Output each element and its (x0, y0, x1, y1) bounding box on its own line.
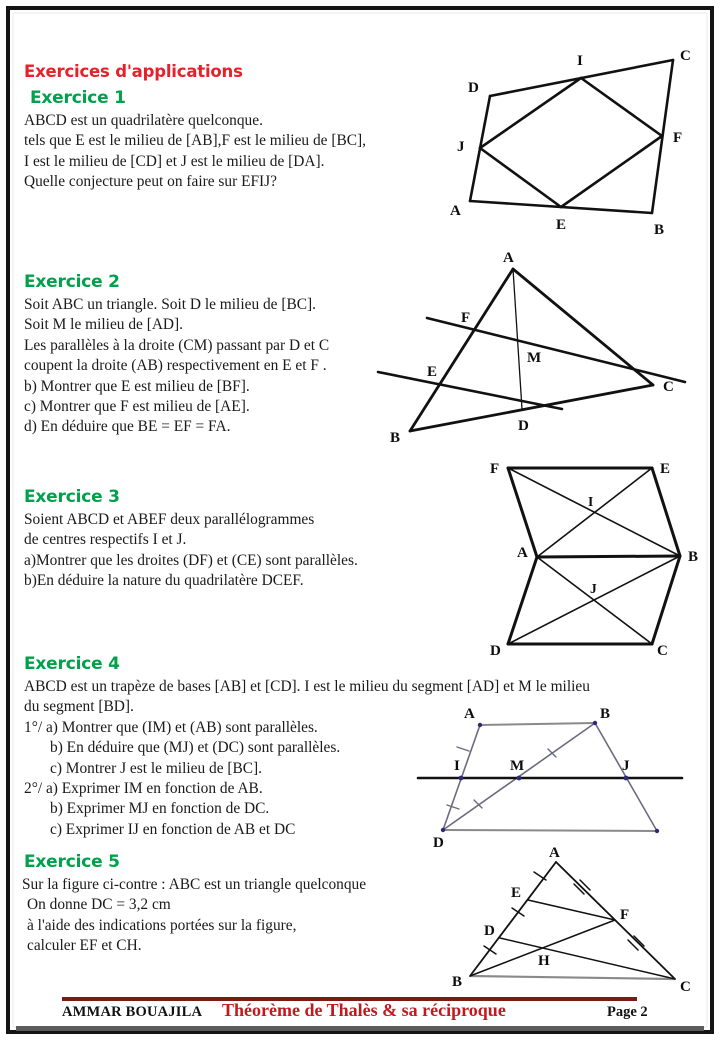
footer-title: Théorème de Thalès & sa réciproque (222, 1000, 506, 1020)
figure-1-label-F: F (673, 130, 683, 146)
segment-EF (561, 136, 662, 207)
exercise-1-line-2: tels que E est le milieu de [AB],F est le milieu de [BC], (24, 132, 366, 150)
figure-1-label-C: C (680, 48, 691, 64)
figure-1-label-I: I (577, 53, 583, 69)
exercise-4-line-1: ABCD est un trapèze de bases [AB] et [CD]. I est le milieu du segment [AD] et M le milieu (24, 678, 590, 695)
point-D (441, 828, 445, 832)
figure-3-label-I: I (588, 494, 594, 509)
exercise-1-title: Exercice 1 (30, 88, 126, 108)
figure-exercise-5 (432, 846, 698, 994)
exercise-3-line-4: b)En déduire la nature du quadrilatère DCEF. (24, 572, 304, 590)
figure-1-label-A: A (450, 203, 461, 219)
figure-1-label-E: E (556, 217, 567, 233)
exercise-2-line-4: coupent la droite (AB) respectivement en E et F . (24, 357, 327, 375)
point-A (478, 723, 482, 727)
exercise-3-body (24, 510, 358, 592)
figure-exercise-2 (372, 246, 700, 451)
figure-5-label-E: E (511, 885, 522, 901)
exercise-2-line-3: Les parallèles à la droite (CM) passant par D et C (24, 336, 330, 354)
segment-BC (652, 556, 680, 644)
segment-AB (537, 556, 680, 557)
exercise-4-line-5: c) Montrer J est le milieu de [BC]. (50, 759, 262, 777)
figure-2-label-E: E (427, 364, 438, 380)
exercise-1-body (24, 111, 366, 193)
exercise-3-line-3: a)Montrer que les droites (DF) et (CE) sont parallèles. (24, 551, 358, 569)
exercise-5-line-4: calculer EF et CH. (27, 937, 142, 955)
figure-2-label-M: M (527, 350, 542, 366)
figure-4-label-A: A (464, 706, 475, 722)
figure-exercise-1 (430, 38, 698, 238)
segment-BC (470, 976, 675, 979)
exercise-1-line-3: I est le milieu de [CD] et J est le milieu de [DA]. (24, 152, 325, 170)
figure-5-label-C: C (680, 979, 691, 995)
figure-2-label-B: B (390, 430, 401, 446)
segment-EB (652, 468, 680, 556)
exercise-5-line-1: Sur la figure ci-contre : ABC est un triangle quelconque (22, 876, 367, 893)
exercise-5-title: Exercice 5 (24, 852, 120, 872)
exercise-2-line-1: Soit ABC un triangle. Soit D le milieu de [BC]. (24, 296, 316, 313)
segment-EF (528, 900, 615, 920)
exercise-4-line-8: c) Exprimer IJ en fonction de AB et DC (50, 820, 296, 838)
exercise-3-line-2: de centres respectifs I et J. (24, 531, 187, 549)
page-title: Exercices d'applications (24, 62, 243, 81)
exercise-5-line-2: On donne DC = 3,2 cm (27, 896, 171, 914)
figure-5-label-B: B (452, 974, 463, 990)
tick-AF-2 (580, 880, 590, 890)
exercise-2-title: Exercice 2 (24, 272, 120, 292)
exercise-2-body (24, 295, 329, 438)
exercise-1-line-4: Quelle conjecture peut on faire sur EFIJ? (24, 173, 277, 191)
figure-4-label-I: I (454, 758, 460, 774)
figure-3-label-E: E (660, 461, 671, 477)
figure-5-label-F: F (620, 907, 630, 923)
segment-AB (480, 723, 595, 725)
exercise-5-body (22, 875, 366, 957)
exercise-3-title: Exercice 3 (24, 487, 120, 507)
exercise-2-line-7: d) En déduire que BE = EF = FA. (24, 418, 231, 436)
figure-exercise-3 (462, 456, 708, 658)
figure-1-label-B: B (654, 222, 665, 238)
footer-page-number: Page 2 (607, 1004, 648, 1020)
segment-JE (480, 148, 561, 207)
segment-AB (410, 269, 513, 431)
exercise-4-line-6: 2°/ a) Exprimer IM en fonction de AB. (24, 780, 263, 798)
point-B (593, 721, 597, 725)
figure-3-label-J: J (590, 581, 597, 596)
tick-ID (447, 805, 459, 809)
tick-AE (534, 872, 546, 880)
figure-2-label-A: A (503, 250, 514, 266)
figure-3-label-B: B (688, 549, 699, 565)
segment-DC (500, 938, 675, 979)
exercise-2-line-5: b) Montrer que E est milieu de [BF]. (24, 377, 250, 395)
exercise-3-line-1: Soient ABCD et ABEF deux parallélogrammes (24, 511, 315, 528)
exercise-4-line-4: b) En déduire que (MJ) et (DC) sont parallèles. (50, 739, 341, 757)
point-M (517, 776, 522, 781)
tick-AI (457, 747, 469, 751)
figure-1-label-J: J (457, 139, 465, 155)
figure-4-label-J: J (622, 758, 630, 774)
figure-3-label-D: D (490, 643, 501, 659)
figure-2-label-D: D (518, 418, 529, 434)
exercise-1-line-1: ABCD est un quadrilatère quelconque. (24, 112, 263, 129)
figure-5-label-H: H (538, 953, 550, 969)
figure-2-label-C: C (663, 379, 674, 395)
exercise-4-line-7: b) Exprimer MJ en fonction de DC. (50, 800, 270, 818)
figure-4-label-D: D (433, 835, 444, 851)
figure-3-label-C: C (657, 643, 668, 659)
figure-exercise-4 (410, 702, 700, 850)
point-C (655, 829, 659, 833)
segment-BC (410, 385, 653, 431)
exercise-4-title: Exercice 4 (24, 654, 120, 674)
exercise-4-line-2: du segment [BD]. (24, 698, 134, 716)
exercise-2-line-6: c) Montrer que F est milieu de [AE]. (24, 398, 250, 416)
figure-1-label-D: D (468, 80, 479, 96)
figure-3-label-F: F (490, 461, 500, 477)
tick-DB (484, 946, 496, 954)
figure-4-label-B: B (600, 706, 611, 722)
figure-2-label-F: F (461, 310, 471, 326)
line-parallel-through-E-D (378, 372, 562, 409)
figure-4-label-M: M (510, 758, 525, 774)
figure-3-label-A: A (517, 545, 528, 561)
footer-author: AMMAR BOUAJILA (62, 1004, 203, 1020)
tick-ED (512, 908, 524, 916)
exercise-2-line-2: Soit M le milieu de [AD]. (24, 316, 184, 334)
figure-5-label-D: D (484, 923, 495, 939)
line-CM-through-F (427, 318, 685, 382)
segment-DC (443, 830, 657, 831)
segment-FI (581, 78, 662, 136)
footer-bottom-rule (16, 1026, 704, 1031)
exercise-5-line-3: à l'aide des indications portées sur la figure, (27, 916, 297, 934)
exercise-4-line-3: 1°/ a) Montrer que (IM) et (AB) sont parallèles. (24, 718, 318, 736)
point-I (459, 776, 464, 781)
figure-5-label-A: A (549, 845, 560, 861)
point-J (624, 776, 629, 781)
